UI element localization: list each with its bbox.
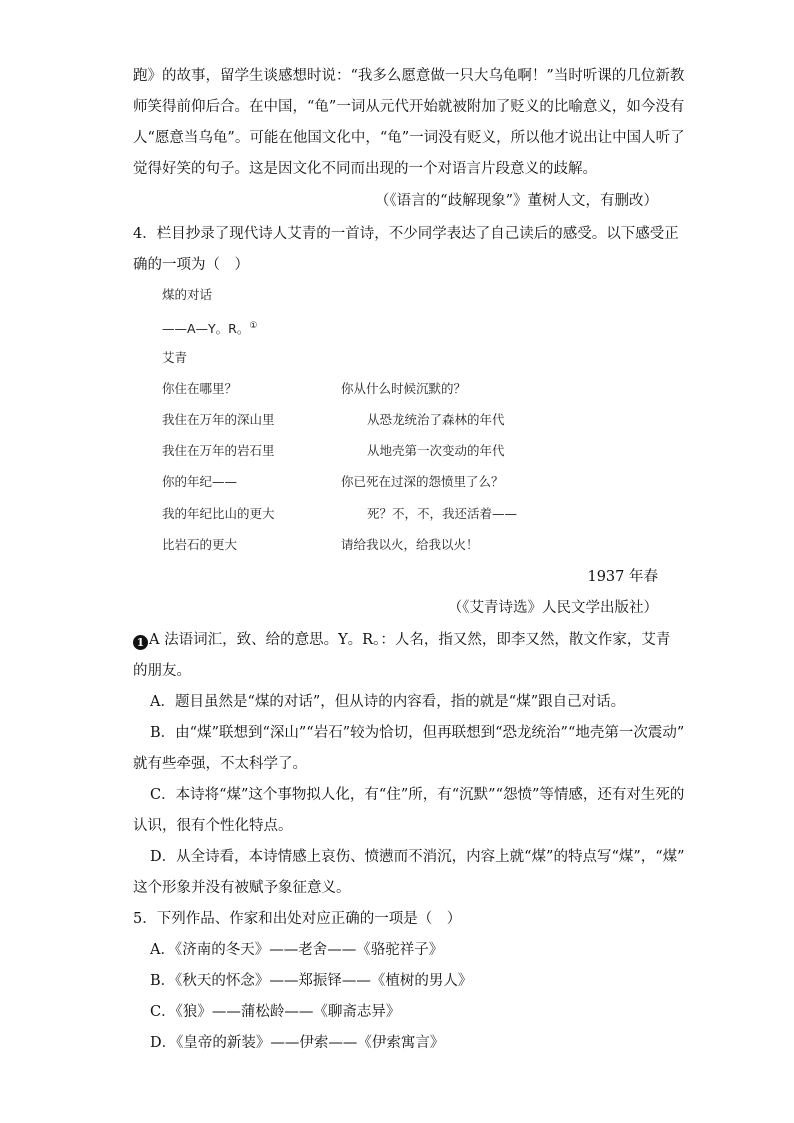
poem-left-line: 我住在万年的深山里: [162, 412, 275, 427]
poem-right-line: 你已死在过深的怨愤里了么？: [341, 474, 504, 489]
poem-date: 1937 年春: [587, 569, 658, 585]
poem-left-line: 我的年纪比山的更大: [162, 506, 275, 521]
poem-right-line: 从地壳第一次变动的年代: [367, 443, 505, 458]
q4-option-d: D．从全诗看，本诗情感上哀伤、愤懑而不消沉，内容上就“煤”的特点写“煤”，“煤”: [150, 849, 685, 865]
poem-dedication: ——A—Y。R。①: [162, 321, 258, 337]
poem-left-line: 你住在哪里？: [162, 381, 238, 396]
footnote-reference: ①: [249, 321, 258, 331]
poem-title: 煤的对话: [162, 287, 213, 302]
q5-option-d: D．《皇帝的新装》——伊索——《伊索寓言》: [150, 1035, 445, 1051]
poem-source: （《艾青诗选》人民文学出版社）: [447, 600, 658, 616]
footnote-line-1: 1 A 法语词汇，致、给的意思。Y。R。：人名，指又然，即李又然，散文作家，艾青: [133, 630, 670, 650]
q4-option-b-cont: 就有些牵强，不太科学了。: [133, 756, 307, 772]
q5-option-c: C．《狼》——蒲松龄——《聊斋志异》: [150, 1004, 401, 1020]
poem-left-line: 你的年纪——: [162, 474, 238, 489]
poem-right-line: 从恐龙统治了森林的年代: [367, 412, 505, 427]
q4-option-c: C．本诗将“煤”这个事物拟人化，有“住”所，有“沉默”“怨愤”等情感，还有对生死的: [150, 787, 685, 803]
poem-right-line: 你从什么时候沉默的？: [341, 381, 467, 396]
poem-left-line: 比岩石的更大: [162, 537, 238, 552]
poem-right-line: 请给我以火，给我以火！: [341, 537, 479, 552]
passage-line-4: 觉得好笑的句子。这是因文化不同而出现的一个对语言片段意义的歧解。: [133, 161, 597, 177]
q4-option-a: A．题目虽然是“煤的对话”，但从诗的内容看，指的就是“煤”跟自己对话。: [150, 694, 626, 710]
q4-option-d-cont: 这个形象并没有被赋予象征意义。: [133, 880, 351, 896]
q5-option-b: B．《秋天的怀念》——郑振铎——《植树的男人》: [150, 973, 473, 989]
q5-stem: 5．下列作品、作家和出处对应正确的一项是（ ）: [133, 911, 462, 927]
footnote-line-2: 的朋友。: [133, 663, 191, 679]
q4-stem-line-1: 4．栏目抄录了现代诗人艾青的一首诗，不少同学表达了自己读后的感受。以下感受正: [133, 226, 679, 242]
passage-source: （《语言的“歧解现象”》董树人文，有删改）: [374, 193, 658, 209]
poem-author: 艾青: [162, 350, 188, 365]
q4-stem-line-2: 确的一项为（ ）: [133, 257, 249, 273]
poem-right-line: 死？不，不，我还活着——: [367, 506, 518, 521]
q4-option-c-cont: 认识，很有个性化特点。: [133, 818, 293, 834]
passage-line-1: 跑》的故事，留学生谈感想时说：“我多么愿意做一只大乌龟啊！”当时听课的几位新教: [133, 68, 685, 84]
q4-option-b: B．由“煤”联想到“深山”“岩石”较为恰切，但再联想到“恐龙统治”“地壳第一次震动”: [150, 725, 685, 741]
footnote-marker: 1: [133, 635, 148, 650]
q5-option-a: A．《济南的冬天》——老舍——《骆驼祥子》: [150, 942, 444, 958]
passage-line-2: 师笑得前仰后合。在中国，“龟”一词从元代开始就被附加了贬义的比喻意义，如今没有: [133, 99, 685, 115]
poem-left-line: 我住在万年的岩石里: [162, 443, 275, 458]
passage-line-3: 人“愿意当乌龟”。可能在他国文化中，“龟”一词没有贬义，所以他才说出让中国人听了: [133, 130, 685, 146]
